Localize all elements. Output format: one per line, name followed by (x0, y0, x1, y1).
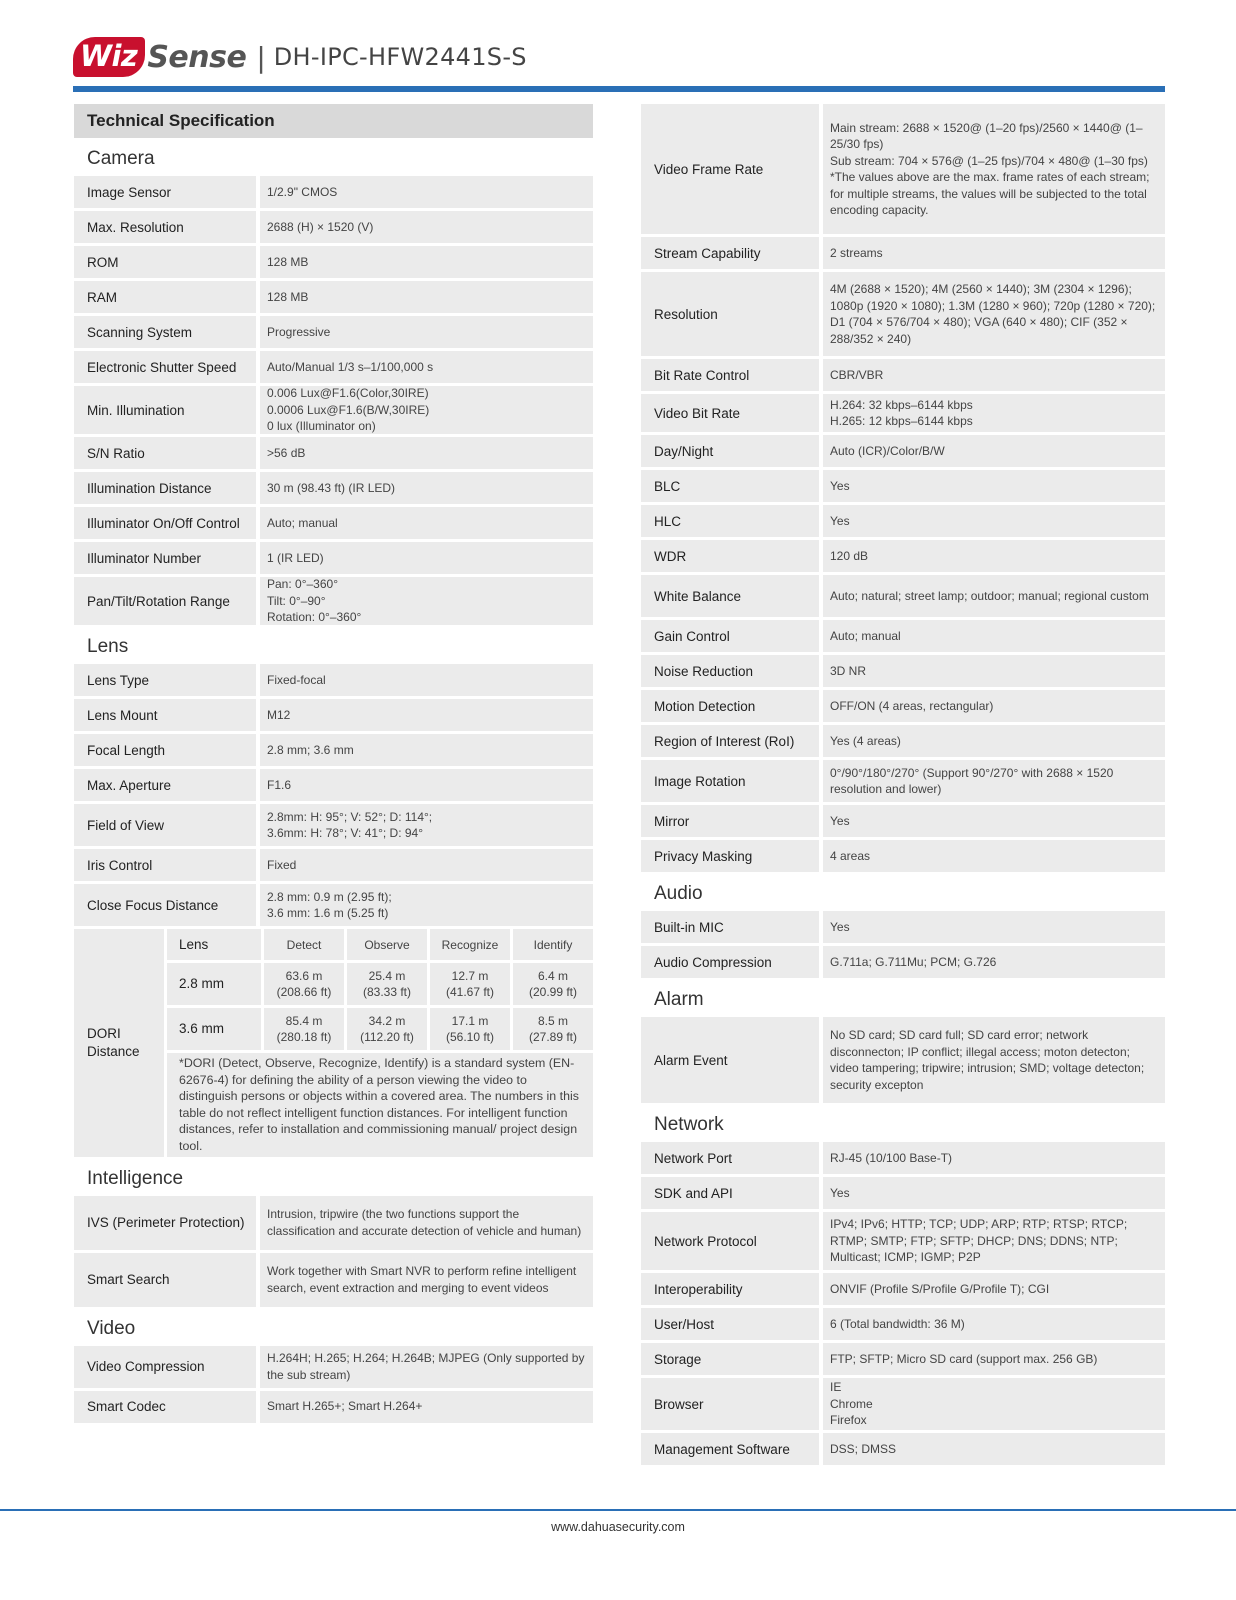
right-column (641, 104, 1165, 1468)
spec-key: Video Bit Rate (641, 394, 819, 432)
dori-row (167, 963, 593, 1005)
spec-value-line: 2.8 mm; 3.6 mm (267, 742, 354, 757)
spec-key: Motion Detection (641, 690, 819, 722)
spec-value-line: No SD card; SD card full; SD card error; network disconnecton; IP conflict; illegal access; moton detecton; video tampering; tripwire; intrusion; SMD; voltage detecton; security excepton (830, 1028, 1145, 1092)
spec-key: Resolution (641, 272, 819, 356)
spec-value-line: F1.6 (267, 777, 292, 792)
spec-key: Close Focus Distance (74, 884, 256, 926)
spec-value-line: 30 m (98.43 ft) (IR LED) (267, 480, 396, 495)
spec-value-line: 2.8 mm: 0.9 m (2.95 ft); (267, 889, 392, 904)
spec-value-line: 0 lux (Illuminator on) (267, 419, 376, 434)
spec-value-line: 0°/90°/180°/270° (Support 90°/270° with 2688 × 1520 resolution and lower) (830, 765, 1114, 796)
footer-url: www.dahuasecurity.com (551, 1520, 685, 1534)
spec-value-line: Auto; natural; street lamp; outdoor; manual; regional custom (830, 588, 1149, 603)
spec-key: SDK and API (641, 1177, 819, 1209)
dori-header-cell: Detect (264, 929, 344, 960)
spec-value (823, 359, 1165, 391)
spec-value-line: 128 MB (267, 254, 309, 269)
spec-value-line: Firefox (830, 1413, 867, 1428)
spec-row (641, 505, 1165, 537)
spec-key: Network Protocol (641, 1212, 819, 1270)
spec-value-line: 1/2.9" CMOS (267, 184, 338, 199)
spec-row (74, 211, 593, 243)
spec-key: Illumination Distance (74, 472, 256, 504)
spec-row (74, 884, 593, 926)
spec-value (823, 540, 1165, 572)
spec-value-line: M12 (267, 707, 291, 722)
spec-row (74, 246, 593, 278)
footer-rule (0, 1509, 1236, 1511)
section-audio: Audio (654, 883, 703, 904)
spec-value-line: 4M (2688 × 1520); 4M (2560 × 1440); 3M (2304 × 1296); 1080p (1920 × 1080); 1.3M (1280 × 960); 720p (1280 × 720); D1 (704 × 576/704 × 480); VGA (640 × 480); CIF (352 × 288/352 × 240) (830, 282, 1156, 346)
spec-value (823, 690, 1165, 722)
spec-value (260, 211, 593, 243)
section-alarm: Alarm (654, 989, 704, 1010)
spec-key: White Balance (641, 575, 819, 617)
spec-value-line: 1 (IR LED) (267, 550, 324, 565)
spec-value (260, 386, 593, 434)
network-rows (641, 1142, 1165, 1465)
spec-value (260, 246, 593, 278)
spec-value-line: Auto/Manual 1/3 s–1/100,000 s (267, 359, 434, 374)
spec-value-line: Yes (4 areas) (830, 733, 901, 748)
spec-key: Built-in MIC (641, 911, 819, 943)
spec-value (823, 1273, 1165, 1305)
spec-value (823, 760, 1165, 802)
spec-value (823, 840, 1165, 872)
spec-value-line: OFF/ON (4 areas, rectangular) (830, 698, 994, 713)
spec-value-line: Auto; manual (830, 628, 901, 643)
spec-key: Privacy Masking (641, 840, 819, 872)
spec-row (74, 664, 593, 696)
spec-value (260, 577, 593, 625)
spec-key: Image Sensor (74, 176, 256, 208)
dori-lens-cell: 3.6 mm (167, 1008, 261, 1050)
spec-value-line: Fixed (267, 857, 297, 872)
spec-value (260, 281, 593, 313)
dori-value-cell: 25.4 m (83.33 ft) (347, 963, 427, 1005)
spec-row (641, 655, 1165, 687)
spec-value (823, 620, 1165, 652)
spec-value-line: Intrusion, tripwire (the two functions support the classification and accurate detection of vehicle and human) (267, 1207, 582, 1238)
spec-row (74, 1391, 593, 1423)
dori-value-cell: 85.4 m (280.18 ft) (264, 1008, 344, 1050)
spec-key: Browser (641, 1378, 819, 1430)
spec-key: Interoperability (641, 1273, 819, 1305)
dori-header-cell: Observe (347, 929, 427, 960)
spec-key: Iris Control (74, 849, 256, 881)
spec-value (823, 725, 1165, 757)
section-network: Network (654, 1114, 724, 1135)
spec-value (823, 1343, 1165, 1375)
spec-value (823, 805, 1165, 837)
spec-value-line: ONVIF (Profile S/Profile G/Profile T); CGI (830, 1281, 1050, 1296)
spec-value-line: Fixed-focal (267, 672, 326, 687)
spec-key: Pan/Tilt/Rotation Range (74, 577, 256, 625)
spec-value-line: Yes (830, 478, 850, 493)
spec-value-line: >56 dB (267, 445, 306, 460)
spec-value-line: G.711a; G.711Mu; PCM; G.726 (830, 954, 997, 969)
spec-value-line: Yes (830, 513, 850, 528)
spec-value-line: IE (830, 1380, 842, 1395)
spec-value-line: H.265: 12 kbps–6144 kbps (830, 414, 973, 428)
spec-value-line: 2.8mm: H: 95°; V: 52°; D: 114°; (267, 809, 433, 824)
dori-value-cell: 12.7 m (41.67 ft) (430, 963, 510, 1005)
spec-value (260, 699, 593, 731)
spec-value-line: 0.006 Lux@F1.6(Color,30IRE) (267, 386, 429, 401)
section-video: Video (87, 1317, 136, 1339)
spec-key: S/N Ratio (74, 437, 256, 469)
spec-value (823, 1212, 1165, 1270)
intelligence-rows (74, 1196, 593, 1307)
dori-value-cell: 8.5 m (27.89 ft) (513, 1008, 593, 1050)
spec-value (260, 1253, 593, 1307)
header-separator: | (256, 40, 266, 74)
spec-value (823, 575, 1165, 617)
alarm-rows (641, 1017, 1165, 1103)
spec-key: Video Compression (74, 1346, 256, 1388)
spec-key: Storage (641, 1343, 819, 1375)
spec-row (641, 725, 1165, 757)
spec-row (641, 394, 1165, 432)
spec-row (74, 1346, 593, 1388)
spec-row (641, 104, 1165, 234)
spec-row (74, 769, 593, 801)
spec-row (74, 699, 593, 731)
spec-key: Noise Reduction (641, 655, 819, 687)
spec-row (641, 1177, 1165, 1209)
spec-row (641, 1308, 1165, 1340)
spec-row (74, 804, 593, 846)
dori-lens-cell: 2.8 mm (167, 963, 261, 1005)
spec-row (641, 575, 1165, 617)
spec-row (641, 911, 1165, 943)
spec-value-line: 3D NR (830, 663, 867, 678)
spec-value (823, 470, 1165, 502)
lens-rows (74, 664, 593, 926)
spec-value-line: Yes (830, 1185, 850, 1200)
spec-value (260, 176, 593, 208)
section-lens: Lens (87, 636, 129, 657)
spec-row (74, 1253, 593, 1307)
spec-value (823, 946, 1165, 978)
spec-row (74, 351, 593, 383)
spec-key: Scanning System (74, 316, 256, 348)
spec-value-line: RJ-45 (10/100 Base-T) (830, 1150, 953, 1165)
video-rows-continued (641, 104, 1165, 872)
spec-value (823, 1177, 1165, 1209)
spec-value-line: 2 streams (830, 245, 883, 260)
spec-key: Lens Type (74, 664, 256, 696)
model-number: DH-IPC-HFW2441S-S (273, 43, 527, 71)
spec-key: WDR (641, 540, 819, 572)
spec-row (641, 435, 1165, 467)
spec-value (260, 351, 593, 383)
spec-value (823, 394, 1165, 432)
spec-row (74, 542, 593, 574)
spec-value-line: Yes (830, 919, 850, 934)
spec-value-line: 120 dB (830, 548, 869, 563)
spec-value (823, 505, 1165, 537)
spec-row (641, 760, 1165, 802)
spec-key: Field of View (74, 804, 256, 846)
spec-row (641, 540, 1165, 572)
spec-key: Min. Illumination (74, 386, 256, 434)
spec-value (260, 316, 593, 348)
dori-value-cell: 34.2 m (112.20 ft) (347, 1008, 427, 1050)
logo-text: Sense (147, 39, 247, 75)
dori-value-cell: 63.6 m (208.66 ft) (264, 963, 344, 1005)
section-intelligence: Intelligence (87, 1167, 184, 1189)
spec-value-line: Progressive (267, 324, 331, 339)
spec-value (823, 1378, 1165, 1430)
spec-key: BLC (641, 470, 819, 502)
spec-row (74, 386, 593, 434)
spec-value (260, 1196, 593, 1250)
spec-key: Alarm Event (641, 1017, 819, 1103)
dori-header-cell: Identify (513, 929, 593, 960)
spec-key: RAM (74, 281, 256, 313)
spec-title: Technical Specification (74, 104, 593, 138)
dori-label-line2: Distance (87, 1043, 140, 1059)
spec-row (641, 1378, 1165, 1430)
camera-rows (74, 176, 593, 625)
dori-value-cell: 6.4 m (20.99 ft) (513, 963, 593, 1005)
spec-row (74, 507, 593, 539)
spec-value-line: 128 MB (267, 289, 309, 304)
dori-body (167, 929, 593, 1157)
spec-value-line: Yes (830, 813, 850, 828)
spec-key: Image Rotation (641, 760, 819, 802)
logo-badge: Wiz (73, 37, 145, 77)
spec-row (641, 1142, 1165, 1174)
spec-row (74, 176, 593, 208)
spec-row (74, 316, 593, 348)
spec-value-line: 2688 (H) × 1520 (V) (267, 219, 374, 234)
spec-key: Management Software (641, 1433, 819, 1465)
spec-key: Day/Night (641, 435, 819, 467)
spec-row (74, 577, 593, 625)
spec-key: Focal Length (74, 734, 256, 766)
spec-value (260, 734, 593, 766)
spec-value (260, 664, 593, 696)
spec-value (260, 769, 593, 801)
spec-row (641, 1212, 1165, 1270)
spec-value-line: Chrome (830, 1396, 873, 1411)
spec-key: IVS (Perimeter Protection) (74, 1196, 256, 1250)
spec-key: Electronic Shutter Speed (74, 351, 256, 383)
dori-label (74, 929, 164, 1157)
spec-value-line: H.264: 32 kbps–6144 kbps (830, 397, 973, 412)
dori-row (167, 1008, 593, 1050)
spec-value-line: H.264H; H.265; H.264; H.264B; MJPEG (Only supported by the sub stream) (267, 1351, 585, 1382)
spec-value (260, 849, 593, 881)
spec-value-line: 3.6mm: H: 78°; V: 41°; D: 94° (267, 826, 424, 840)
spec-value-line: *The values above are the max. frame rates of each stream; for multiple streams, the values will be subjected to the total encoding capacity. (830, 170, 1150, 217)
spec-value-line: 3.6 mm: 1.6 m (5.25 ft) (267, 906, 389, 920)
spec-row (74, 437, 593, 469)
spec-row (641, 237, 1165, 269)
spec-key: Stream Capability (641, 237, 819, 269)
dori-header-cell: Recognize (430, 929, 510, 960)
section-camera: Camera (87, 148, 155, 169)
spec-key: Smart Codec (74, 1391, 256, 1423)
spec-value (823, 1308, 1165, 1340)
spec-row (641, 690, 1165, 722)
spec-value (260, 437, 593, 469)
spec-row (641, 805, 1165, 837)
spec-value-line: Rotation: 0°–360° (267, 610, 362, 625)
left-column (74, 104, 593, 1426)
spec-value-line: Sub stream: 704 × 576@ (1–25 fps)/704 × 480@ (1–30 fps) (830, 153, 1148, 168)
spec-value (260, 542, 593, 574)
spec-value (823, 272, 1165, 356)
spec-key: Max. Resolution (74, 211, 256, 243)
dori-header-row (167, 929, 593, 960)
spec-key: Lens Mount (74, 699, 256, 731)
dori-table (74, 929, 593, 1157)
audio-rows (641, 911, 1165, 978)
spec-row (641, 620, 1165, 652)
spec-value-line: Auto (ICR)/Color/B/W (830, 443, 945, 458)
spec-value (260, 804, 593, 846)
spec-value (823, 1433, 1165, 1465)
spec-value-line: Auto; manual (267, 515, 338, 530)
spec-row (641, 1433, 1165, 1465)
spec-value-line: Tilt: 0°–90° (267, 593, 326, 608)
page-header (73, 32, 527, 82)
spec-row (641, 1017, 1165, 1103)
brand-logo (73, 34, 246, 80)
dori-header-cell: Lens (167, 929, 261, 960)
spec-value (260, 1391, 593, 1423)
spec-value-line: Work together with Smart NVR to perform refine intelligent search, event extraction and merging to event videos (267, 1264, 577, 1295)
header-rule (73, 86, 1165, 92)
spec-value-line: Main stream: 2688 × 1520@ (1–20 fps)/2560 × 1440@ (1–25/30 fps) (830, 120, 1143, 151)
spec-key: Network Port (641, 1142, 819, 1174)
spec-row (641, 1273, 1165, 1305)
spec-value-line: Smart H.265+; Smart H.264+ (267, 1399, 423, 1414)
spec-row (641, 359, 1165, 391)
video-rows (74, 1346, 593, 1423)
spec-row (74, 281, 593, 313)
spec-key: Video Frame Rate (641, 104, 819, 234)
spec-key: Mirror (641, 805, 819, 837)
spec-value-line: IPv4; IPv6; HTTP; TCP; UDP; ARP; RTP; RTSP; RTCP; RTMP; SMTP; FTP; SFTP; DHCP; DNS; DDNS; NTP; Multicast; ICMP; IGMP; P2P (830, 1217, 1128, 1265)
spec-key: ROM (74, 246, 256, 278)
spec-value (260, 884, 593, 926)
spec-value (260, 472, 593, 504)
dori-label-line1: DORI (87, 1025, 121, 1041)
spec-value (823, 237, 1165, 269)
dori-value-cell: 17.1 m (56.10 ft) (430, 1008, 510, 1050)
spec-key: User/Host (641, 1308, 819, 1340)
spec-value (260, 507, 593, 539)
spec-key: Max. Aperture (74, 769, 256, 801)
spec-key: Audio Compression (641, 946, 819, 978)
spec-value-line: 6 (Total bandwidth: 36 M) (830, 1316, 965, 1331)
spec-value-line: 0.0006 Lux@F1.6(B/W,30IRE) (267, 402, 430, 417)
spec-key: Smart Search (74, 1253, 256, 1307)
spec-value (823, 104, 1165, 234)
spec-row (74, 734, 593, 766)
spec-row (74, 1196, 593, 1250)
spec-value (823, 911, 1165, 943)
spec-row (641, 946, 1165, 978)
spec-key: Region of Interest (RoI) (641, 725, 819, 757)
spec-key: Bit Rate Control (641, 359, 819, 391)
spec-key: Illuminator On/Off Control (74, 507, 256, 539)
spec-row (74, 849, 593, 881)
spec-key: Gain Control (641, 620, 819, 652)
spec-value (823, 655, 1165, 687)
spec-value (260, 1346, 593, 1388)
spec-value (823, 1142, 1165, 1174)
spec-value-line: 4 areas (830, 848, 871, 863)
spec-value-line: DSS; DMSS (830, 1441, 897, 1456)
spec-row (641, 1343, 1165, 1375)
spec-row (641, 470, 1165, 502)
spec-value (823, 435, 1165, 467)
spec-value-line: Pan: 0°–360° (267, 577, 338, 592)
spec-row (74, 472, 593, 504)
spec-row (641, 272, 1165, 356)
spec-value-line: FTP; SFTP; Micro SD card (support max. 256 GB) (830, 1351, 1098, 1366)
spec-value (823, 1017, 1165, 1103)
spec-row (641, 840, 1165, 872)
dori-note: *DORI (Detect, Observe, Recognize, Identify) is a standard system (EN-62676-4) for defining the ability of a person viewing the video to distinguish persons or objects within a covered area. The numbers in this table do not reflect intelligent function distances. For intelligent function distances, refer to installation and commissioning manual/ project design tool. (167, 1053, 593, 1157)
spec-value-line: CBR/VBR (830, 367, 884, 382)
spec-key: Illuminator Number (74, 542, 256, 574)
spec-key: HLC (641, 505, 819, 537)
